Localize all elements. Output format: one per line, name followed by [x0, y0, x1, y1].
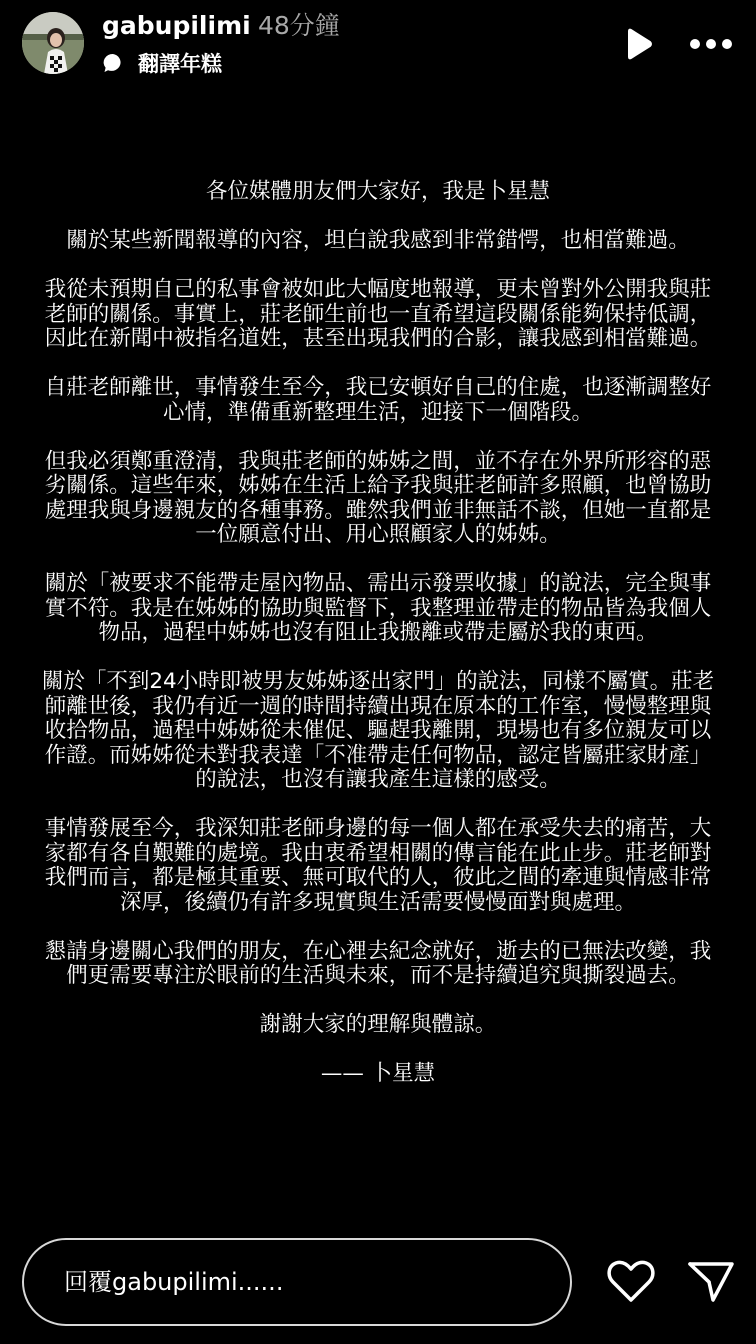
story-line: 事情發展至今，我深知莊老師身邊的每一個人都在承受失去的痛苦，大 — [44, 816, 712, 841]
story-paragraph — [40, 817, 716, 915]
play-button[interactable] — [620, 26, 656, 62]
story-paragraph — [40, 278, 716, 352]
story-line: 作證。而姊姊從未對我表達「不准帶走任何物品，認定皆屬莊家財產」 — [44, 742, 712, 768]
story-paragraph — [40, 572, 716, 646]
story-line: 懇請身邊關心我們的朋友，在心裡去紀念就好，逝去的已無法改變，我 — [44, 938, 712, 964]
story-line: 深厚，後續仍有許多現實與生活需要慢慢面對與處理。 — [119, 889, 636, 915]
story-line: 關於「不到24小時即被男友姊姊逐出家門」的說法，同樣不屬實。莊老 — [41, 669, 715, 694]
speech-bubble-icon — [102, 52, 124, 74]
story-line: —— 卜星慧 — [320, 1061, 436, 1086]
story-paragraph — [40, 1062, 716, 1087]
story-paragraph — [40, 670, 716, 793]
avatar-image — [22, 12, 84, 74]
story-line: 劣關係。這些年來，姊姊在生活上給予我與莊老師許多照顧，也曾協助 — [44, 473, 712, 498]
story-line: 我從未預期自己的私事會被如此大幅度地報導，更未曾對外公開我與莊 — [44, 277, 712, 302]
story-header — [0, 0, 756, 90]
translate-label: 翻譯年糕 — [138, 52, 222, 76]
story-line: 們更需要專注於眼前的生活與未來，而不是持續追究與撕裂過去。 — [66, 963, 690, 988]
story-line: 我們而言，都是極其重要、無可取代的人，彼此之間的牽連與情感非常 — [44, 865, 712, 890]
avatar[interactable] — [22, 12, 84, 74]
story-text — [40, 180, 716, 1111]
story-line: 關於某些新聞報導的內容，坦白說我感到非常錯愕，也相當難過。 — [66, 228, 690, 253]
more-dots-icon — [686, 26, 736, 62]
story-paragraph — [40, 376, 716, 425]
send-button[interactable] — [686, 1256, 736, 1306]
story-paragraph — [40, 940, 716, 989]
story-line: 但我必須鄭重澄清，我與莊老師的姊姊之間，並不存在外界所形容的惡 — [44, 448, 712, 474]
story-line: 師離世後，我仍有近一週的時間持續出現在原本的工作室，慢慢整理與 — [44, 693, 712, 719]
story-line: 家都有各自艱難的處境。我由衷希望相關的傳言能在此止步。莊老師對 — [44, 840, 712, 866]
story-line: 因此在新聞中被指名道姓，甚至出現我們的合影，讓我感到相當難過。 — [44, 326, 712, 351]
story-line: 收拾物品，過程中姊姊從未催促、驅趕我離開，現場也有多位親友可以 — [44, 718, 712, 743]
heart-icon — [606, 1258, 656, 1304]
story-line: 心情，準備重新整理生活，迎接下一個階段。 — [162, 399, 593, 425]
translate-link[interactable] — [102, 48, 222, 78]
play-icon — [620, 26, 656, 62]
reply-input[interactable] — [22, 1238, 572, 1326]
like-button[interactable] — [606, 1258, 656, 1304]
send-icon — [686, 1256, 736, 1306]
story-paragraph — [40, 1013, 716, 1038]
story-line: 物品，過程中姊姊也沒有阻止我搬離或帶走屬於我的東西。 — [98, 620, 658, 645]
reply-placeholder: 回覆gabupilimi...... — [64, 1268, 284, 1296]
story-line: 謝謝大家的理解與體諒。 — [259, 1012, 497, 1037]
username[interactable]: gabupilimi — [102, 11, 251, 40]
story-paragraph — [40, 229, 716, 254]
story-line: 實不符。我是在姊姊的協助與監督下，我整理並帶走的物品皆為我個人 — [44, 595, 712, 621]
story-line: 老師的關係。事實上，莊老師生前也一直希望這段關係能夠保持低調， — [44, 301, 712, 327]
story-line: 一位願意付出、用心照顧家人的姊姊。 — [195, 522, 561, 547]
story-line: 各位媒體朋友們大家好，我是卜星慧 — [205, 179, 550, 204]
story-paragraph — [40, 180, 716, 205]
story-line: 自莊老師離世，事情發生至今，我已安頓好自己的住處，也逐漸調整好 — [44, 375, 712, 400]
story-line: 處理我與身邊親友的各種事務。雖然我們並非無話不談，但她一直都是 — [44, 497, 712, 523]
post-time: 48分鐘 — [258, 11, 340, 40]
story-line: 關於「被要求不能帶走屋內物品、需出示發票收據」的說法，完全與事 — [44, 571, 712, 596]
story-line: 的說法，也沒有讓我產生這樣的感受。 — [195, 767, 561, 792]
story-paragraph — [40, 450, 716, 548]
more-options-button[interactable] — [686, 26, 736, 62]
